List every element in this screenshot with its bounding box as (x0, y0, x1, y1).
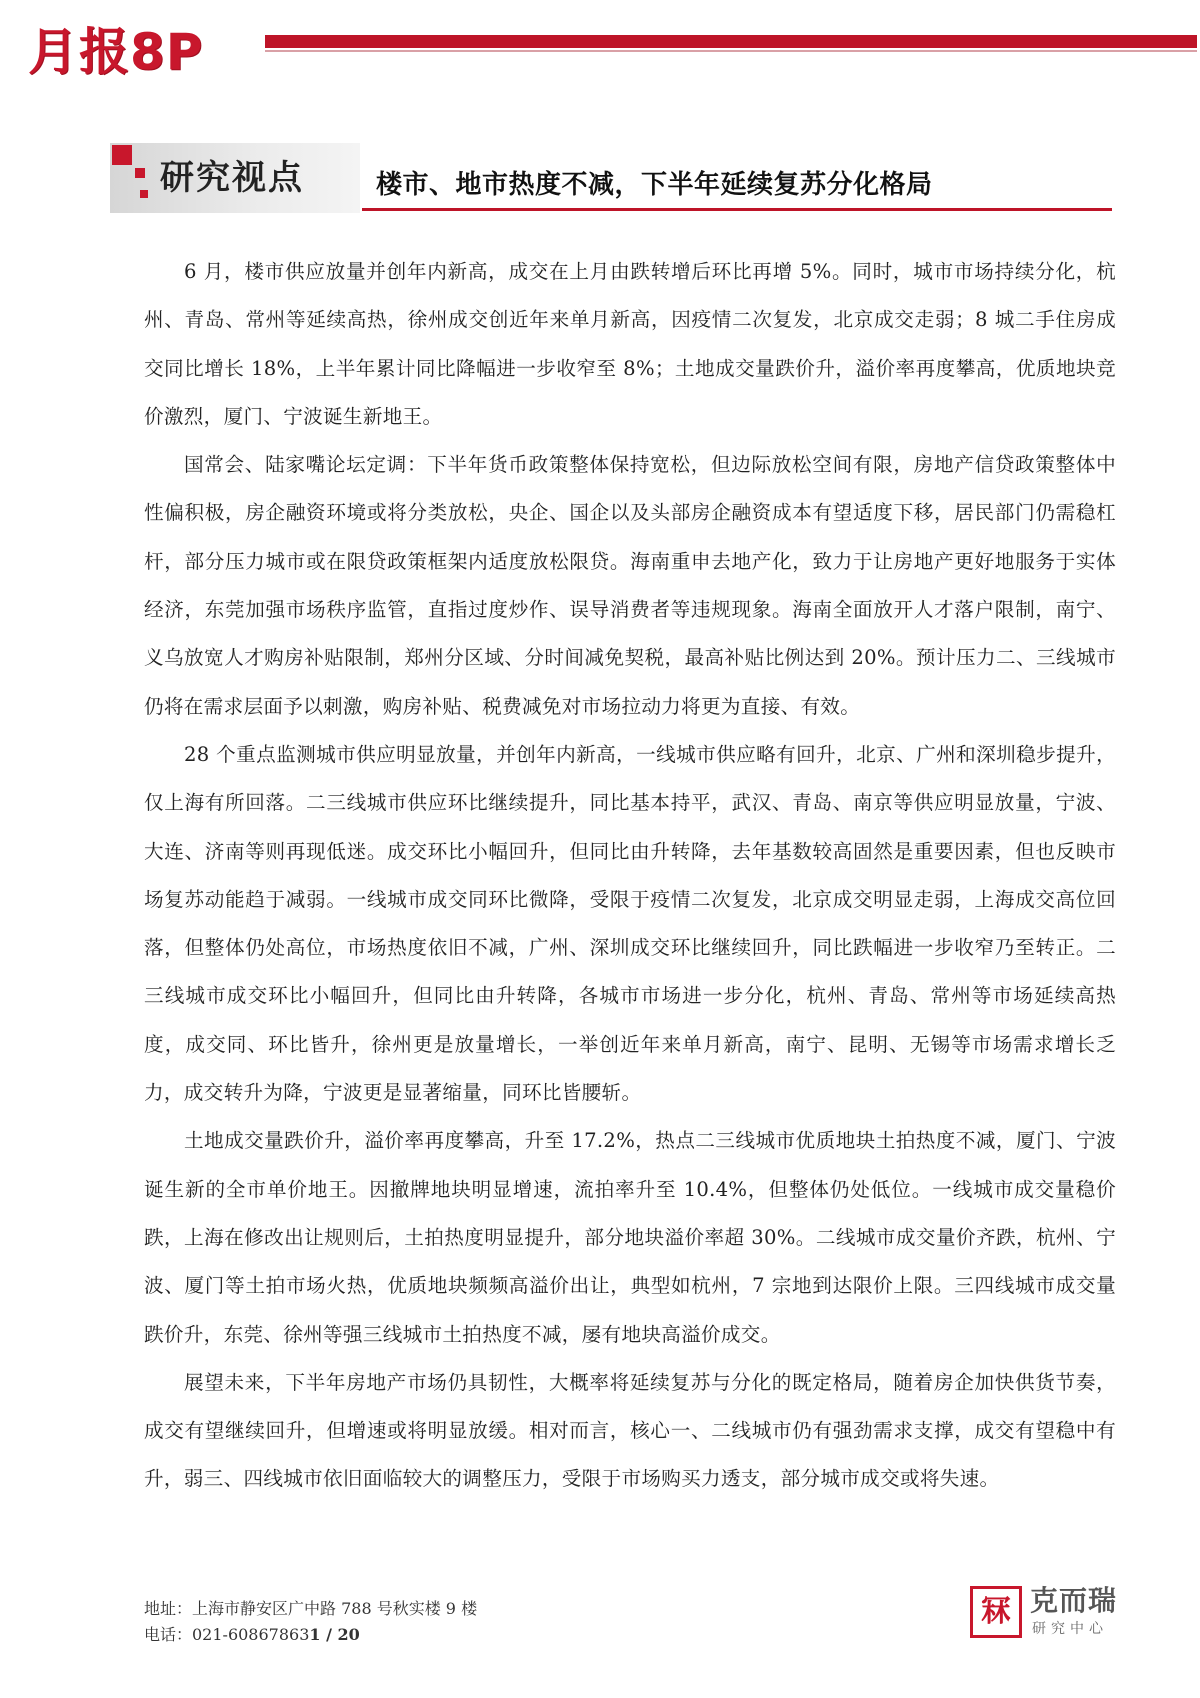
paragraph-4: 土地成交量跌价升，溢价率再度攀高，升至 17.2%，热点二三线城市优质地块土拍热度不减，厦门、宁波诞生新的全市单价地王。因撤牌地块明显增速，流拍率升至 10.4%，但整体仍处低位。一线城市成交量稳价跌，上海在修改出让规则后，土拍热度明显提升，部分地块溢价率超 30%。二线城市成交量价齐跌，杭州、宁波、厦门等土拍市场火热，优质地块频频高溢价出让，典型如杭州，7 宗地到达限价上限。三四线城市成交量跌价升，东莞、徐州等强三线城市土拍热度不减，屡有地块高溢价成交。 (144, 1129, 1116, 1346)
decor-square-large (112, 145, 132, 165)
footer-address: 地址：上海市静安区广中路 788 号秋实楼 9 楼 (144, 1599, 478, 1618)
logo-subtitle: 研究中心 (1032, 1621, 1108, 1637)
headline-underline (362, 208, 1112, 211)
decor-square-medium (135, 168, 145, 178)
header-red-rule (265, 35, 1197, 48)
footer-phone-line (144, 1622, 477, 1648)
logo-name: 克而瑞 (1030, 1584, 1118, 1617)
article-headline: 楼市、地市热度不减，下半年延续复苏分化格局 (376, 170, 933, 200)
header-thin-rule (265, 50, 1197, 52)
logo-seal-icon: 冧 (970, 1586, 1022, 1638)
section-label: 研究视点 (160, 158, 304, 198)
paragraph-3: 28 个重点监测城市供应明显放量，并创年内新高，一线城市供应略有回升，北京、广州和深圳稳步提升，仅上海有所回落。二三线城市供应环比继续提升，同比基本持平，武汉、青岛、南京等供应明显放量，宁波、大连、济南等则再现低迷。成交环比小幅回升，但同比由升转降，去年基数较高固然是重要因素，但也反映市场复苏动能趋于减弱。一线城市成交同环比微降，受限于疫情二次复发，北京成交明显走弱，上海成交高位回落，但整体仍处高位，市场热度依旧不减，广州、深圳成交环比继续回升，同比跌幅进一步收窄乃至转正。二三线城市成交环比小幅回升，但同比由升转降，各城市市场进一步分化，杭州、青岛、常州等市场延续高热度，成交同、环比皆升，徐州更是放量增长，一举创近年来单月新高，南宁、昆明、无锡等市场需求增长乏力，成交转升为降，宁波更是显著缩量，同环比皆腰斩。 (144, 742, 1116, 1105)
report-brand-title: 月报8P (28, 23, 204, 81)
company-logo (970, 1582, 1120, 1644)
page-footer (144, 1596, 477, 1648)
paragraph-5: 展望未来，下半年房地产市场仍具韧性，大概率将延续复苏与分化的既定格局，随着房企加快供货节奏，成交有望继续回升，但增速或将明显放缓。相对而言，核心一、二线城市仍有强劲需求支撑，成交有望稳中有升，弱三、四线城市依旧面临较大的调整压力，受限于市场购买力透支，部分城市成交或将失速。 (144, 1370, 1116, 1491)
paragraph-2: 国常会、陆家嘴论坛定调：下半年货币政策整体保持宽松，但边际放松空间有限，房地产信贷政策整体中性偏积极，房企融资环境或将分类放松，央企、国企以及头部房企融资成本有望适度下移，居民部门仍需稳杠杆，部分压力城市或在限贷政策框架内适度放松限贷。海南重申去地产化，致力于让房地产更好地服务于实体经济，东莞加强市场秩序监管，直指过度炒作、误导消费者等违规现象。海南全面放开人才落户限制，南宁、义乌放宽人才购房补贴限制，郑州分区域、分时间减免契税，最高补贴比例达到 20%。预计压力二、三线城市仍将在需求层面予以刺激，购房补贴、税费减免对市场拉动力将更为直接、有效。 (144, 453, 1116, 718)
article-body (144, 248, 1116, 1504)
footer-phone: 电话：021-60867863 (144, 1625, 310, 1644)
decor-square-small (140, 190, 148, 198)
paragraph-1: 6 月，楼市供应放量并创年内新高，成交在上月由跌转增后环比再增 5%。同时，城市市场持续分化，杭州、青岛、常州等延续高热，徐州成交创近年来单月新高，因疫情二次复发，北京成交走弱；8 城二手住房成交同比增长 18%，上半年累计同比降幅进一步收窄至 8%；土地成交量跌价升，溢价率再度攀高，优质地块竞价激烈，厦门、宁波诞生新地王。 (144, 260, 1116, 428)
page-number: 1 / 20 (309, 1625, 360, 1644)
